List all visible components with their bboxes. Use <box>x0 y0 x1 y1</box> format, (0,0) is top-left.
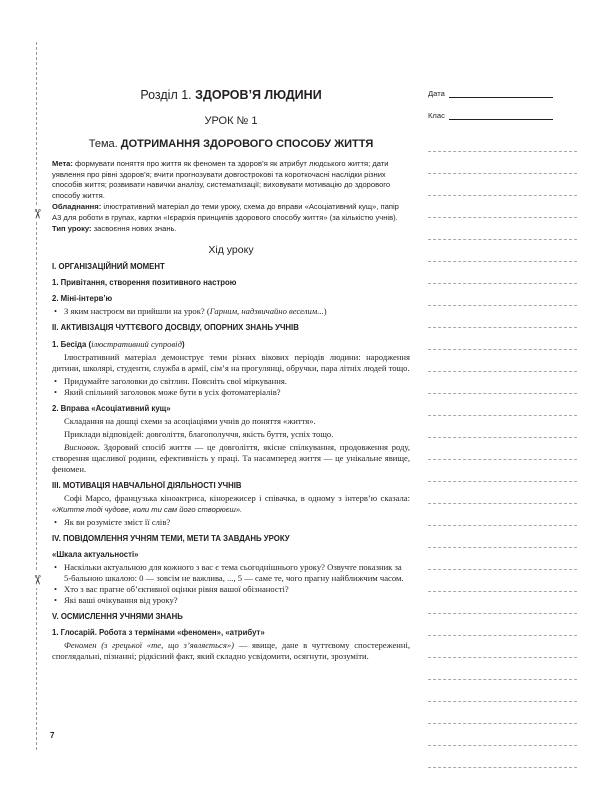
note-line <box>428 372 577 394</box>
note-line <box>428 416 577 438</box>
bullet-list <box>52 517 410 528</box>
note-line <box>428 504 577 526</box>
bullet-list <box>52 306 410 317</box>
paragraph: Висновок. Здоровий спосіб життя — це довголіття, якісне спілкування, продовження роду, створення щасливої родини, ефективність у праці. Та насамперед життя — це унікальне явище, феномен. <box>52 441 410 474</box>
paragraph: Складання на дошці схеми за асоціаціями учнів до поняття «життя». <box>64 415 316 426</box>
lesson-topic: Тема. ДОТРИМАННЯ ЗДОРОВОГО СПОСОБУ ЖИТТЯ <box>88 138 374 150</box>
notes-column <box>428 86 577 768</box>
subsection-heading: 2. Вправа «Асоціативний кущ» <box>52 403 171 413</box>
list-item: • Які ваші очікування від уроку? <box>52 595 410 606</box>
lesson-meta <box>52 159 410 235</box>
goal: Мета: формувати поняття про життя як феномен та здоров’я як атрибут людського життя; дати уявлення про рівні здоров’я; вчити прогнозувати довгострокові та короткочасні наслідки різних способів життя; розвивати навички аналізу, систематизації; виховувати мотивацію до здорового способу життя. <box>52 159 391 200</box>
subsection-heading: 1. Бесіда (ілюстративний супровід) <box>52 338 185 349</box>
note-line <box>428 702 577 724</box>
note-line <box>428 614 577 636</box>
cut-line <box>36 42 37 750</box>
subsection-heading: 1. Привітання, створення позитивного настрою <box>52 277 237 287</box>
list-item: • З яким настроєм ви прийшли на урок? (Гарним, надзвичайно веселим...) <box>52 306 410 317</box>
note-line <box>428 262 577 284</box>
note-line <box>428 592 577 614</box>
note-line <box>428 526 577 548</box>
section-heading: II. АКТИВІЗАЦІЯ ЧУТТЄВОГО ДОСВІДУ, ОПОРНИХ ЗНАНЬ УЧНІВ <box>52 322 299 332</box>
lesson-plan <box>52 86 410 662</box>
note-line <box>428 196 577 218</box>
note-line <box>428 460 577 482</box>
subsection-heading: 2. Міні-інтерв’ю <box>52 293 113 303</box>
note-line <box>428 482 577 504</box>
date-field[interactable]: Дата <box>428 86 577 98</box>
equipment: Обладнання: ілюстративний матеріал до теми уроку, схема до вправи «Асоціативний кущ», папір А3 для роботи в групах, картки «Ієрархія принципів здорового способу життя» (за кількістю учнів). <box>52 202 399 222</box>
note-line <box>428 548 577 570</box>
subsection-heading: «Шкала актуальності» <box>52 549 139 559</box>
list-item: • Хто з вас прагне об’єктивної оцінки рівня вашої обізнаності? <box>52 584 410 595</box>
note-line <box>428 658 577 680</box>
class-line[interactable] <box>449 111 553 120</box>
paragraph: Феномен (з грецької «те, що з’являється») — явище, дане в чуттєвому спостереженні, споглядальні, пізнанні; рідкісний факт, який складно усвідомити, осягнути, зрозуміти. <box>52 639 410 661</box>
bullet-list <box>52 562 410 606</box>
section-heading: I. ОРГАНІЗАЦІЙНИЙ МОМЕНТ <box>52 261 165 271</box>
page-number: 7 <box>50 731 55 740</box>
list-item: • Наскільки актуальною для кожного з вас є тема сьогоднішнього уроку? Озвучте показник за 5-бальною шкалою: 0 — зовсім не важлива, ..., 5 — саме те, чого прагну найближчим часом. <box>52 562 410 584</box>
note-line <box>428 328 577 350</box>
paragraph: Приклади відповідей: довголіття, благополуччя, якість буття, успіх тощо. <box>64 428 334 439</box>
section-heading: V. ОСМИСЛЕННЯ УЧНЯМИ ЗНАНЬ <box>52 611 183 621</box>
note-line <box>428 724 577 746</box>
date-line[interactable] <box>449 89 553 98</box>
note-line <box>428 218 577 240</box>
note-line <box>428 680 577 702</box>
note-line <box>428 438 577 460</box>
note-line <box>428 350 577 372</box>
list-item: • Який спільний заголовок може бути в усіх фотоматеріалів? <box>52 387 410 398</box>
section-heading: III. МОТИВАЦІЯ НАВЧАЛЬНОЇ ДІЯЛЬНОСТІ УЧНІВ <box>52 480 242 490</box>
lesson-flow-heading: Хід уроку <box>208 243 254 256</box>
note-line <box>428 130 577 152</box>
note-line <box>428 746 577 768</box>
note-line <box>428 174 577 196</box>
lesson-type: Тип уроку: засвоєння нових знань. <box>52 224 177 233</box>
note-line <box>428 306 577 328</box>
lesson-number: УРОК № 1 <box>204 115 258 127</box>
list-item: • Як ви розумієте зміст її слів? <box>52 517 410 528</box>
scissors-icon: ✂ <box>29 206 43 222</box>
class-field[interactable]: Клас <box>428 108 577 120</box>
paragraph: Софі Марсо, французька кіноактриса, кінорежисер і співачка, в одному з інтерв’ю сказала: «Життя тоді чудове, коли ти сам його створюєш». <box>52 492 410 514</box>
note-line <box>428 152 577 174</box>
note-line <box>428 570 577 592</box>
note-line <box>428 284 577 306</box>
note-line <box>428 394 577 416</box>
note-lines <box>428 130 577 768</box>
section-heading: IV. ПОВІДОМЛЕННЯ УЧНЯМ ТЕМИ, МЕТИ ТА ЗАВДАНЬ УРОКУ <box>52 533 290 543</box>
section-title: Розділ 1. ЗДОРОВ’Я ЛЮДИНИ <box>140 88 322 102</box>
list-item: • Придумайте заголовки до світлин. Поясніть свої міркування. <box>52 376 410 387</box>
note-line <box>428 240 577 262</box>
subsection-heading: 1. Глосарій. Робота з термінами «феномен», «атрибут» <box>52 627 265 637</box>
note-line <box>428 636 577 658</box>
bullet-list <box>52 376 410 398</box>
scissors-icon: ✂ <box>29 572 43 588</box>
paragraph: Ілюстративний матеріал демонструє теми різних вікових періодів людини: народження дитини, школярі, студенти, служба в армії, сім’я на прогулянці, обручки, пара літніх людей тощо. <box>52 351 410 373</box>
